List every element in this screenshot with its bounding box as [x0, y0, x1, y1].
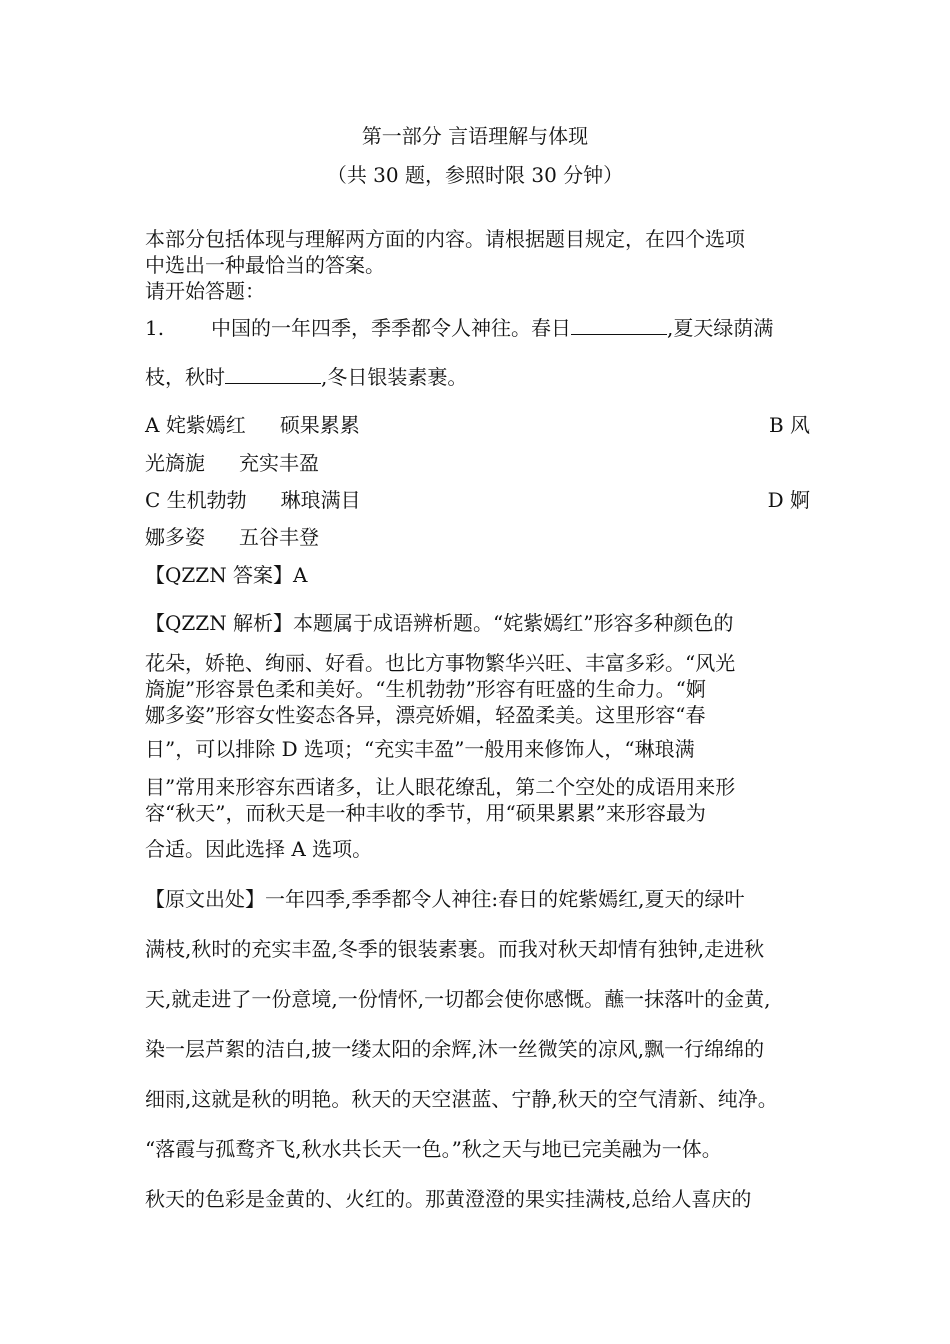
source-line-3: 天,就走进了一份意境,一份情怀,一切都会使你感慨。蘸一抹落叶的金黄, — [145, 987, 771, 1011]
answer-line: 【QZZN 答案】A — [145, 563, 308, 587]
option-row-c-d — [145, 487, 810, 513]
option-d-label: D — [767, 488, 784, 512]
answer-blank-1 — [571, 314, 667, 335]
option-b-label: B — [768, 413, 784, 437]
answer-blank-2 — [225, 363, 321, 384]
analysis-line-3: 旖旎”形容景色柔和美好。“生机勃勃”形容有旺盛的生命力。“婀 — [145, 677, 706, 701]
option-a-word-2: 硕果累累 — [279, 413, 360, 437]
analysis-line-7: 容“秋天”，而秋天是一种丰收的季节，用“硕果累累”来形容最为 — [145, 801, 706, 825]
section-subtitle: （共 30 题，参照时限 30 分钟） — [326, 163, 624, 187]
question-text-c: 枝，秋时 — [145, 365, 225, 389]
source-line-2: 满枝,秋时的充实丰盈,冬季的银装素裹。而我对秋天却情有独钟,走进秋 — [145, 937, 765, 961]
source-line-4: 染一层芦絮的洁白,披一缕太阳的余辉,沐一丝微笑的凉风,飘一行绵绵的 — [145, 1037, 765, 1061]
analysis-line-4: 娜多姿”形容女性姿态各异，漂亮娇媚，轻盈柔美。这里形容“春 — [145, 703, 706, 727]
analysis-line-8: 合适。因此选择 A 选项。 — [145, 837, 373, 861]
question-number: 1. — [145, 316, 165, 340]
option-b-first-char: 风 — [790, 413, 810, 437]
option-c-word-2: 琳琅满目 — [280, 488, 361, 512]
option-c-label: C — [145, 488, 161, 512]
question-line-2 — [145, 363, 810, 390]
option-b-continued — [145, 450, 810, 476]
option-d-first-char: 婀 — [790, 488, 810, 512]
option-b-word-2: 充实丰盈 — [239, 451, 319, 475]
question-text-a: 中国的一年四季，季季都令人神往。春日 — [211, 316, 571, 340]
option-b-word-1: 光旖旎 — [145, 451, 205, 475]
source-line-1: 【原文出处】一年四季,季季都令人神往:春日的姹紫嫣红,夏天的绿叶 — [145, 887, 745, 911]
option-a-label: A — [145, 413, 160, 437]
intro-line-2: 中选出一种最恰当的答案。 — [145, 253, 385, 277]
source-line-5: 细雨,这就是秋的明艳。秋天的天空湛蓝、宁静,秋天的空气清新、纯净。 — [145, 1087, 778, 1111]
option-d-word-1: 娜多姿 — [145, 525, 205, 549]
option-d-word-2: 五谷丰登 — [239, 525, 319, 549]
analysis-line-2: 花朵，娇艳、绚丽、好看。也比方事物繁华兴旺、丰富多彩。“风光 — [145, 651, 736, 675]
intro-line-1: 本部分包括体现与理解两方面的内容。请根据题目规定，在四个选项 — [145, 227, 745, 251]
question-line-1 — [145, 314, 810, 341]
intro-line-3: 请开始答题： — [145, 279, 265, 303]
analysis-line-6: 目”常用来形容东西诸多，让人眼花缭乱，第二个空处的成语用来形 — [145, 775, 736, 799]
question-text-d: ,冬日银装素裹。 — [321, 365, 468, 389]
option-a-word-1: 姹紫嫣红 — [165, 413, 246, 437]
option-c-word-1: 生机勃勃 — [166, 488, 247, 512]
source-line-6: “落霞与孤鹜齐飞,秋水共长天一色。”秋之天与地已完美融为一体。 — [145, 1137, 722, 1161]
analysis-line-1: 【QZZN 解析】本题属于成语辨析题。“姹紫嫣红”形容多种颜色的 — [145, 611, 734, 635]
option-b-start — [769, 412, 810, 438]
source-line-7: 秋天的色彩是金黄的、火红的。那黄澄澄的果实挂满枝,总给人喜庆的 — [145, 1187, 752, 1211]
option-d-start — [768, 487, 810, 513]
analysis-line-5: 日”，可以排除 D 选项；“充实丰盈”一般用来修饰人，“琳琅满 — [145, 737, 695, 761]
question-text-b: ,夏天绿荫满 — [667, 316, 774, 340]
option-d-continued — [145, 524, 810, 550]
option-row-a-b — [145, 412, 810, 438]
section-title: 第一部分 言语理解与体现 — [361, 124, 589, 148]
